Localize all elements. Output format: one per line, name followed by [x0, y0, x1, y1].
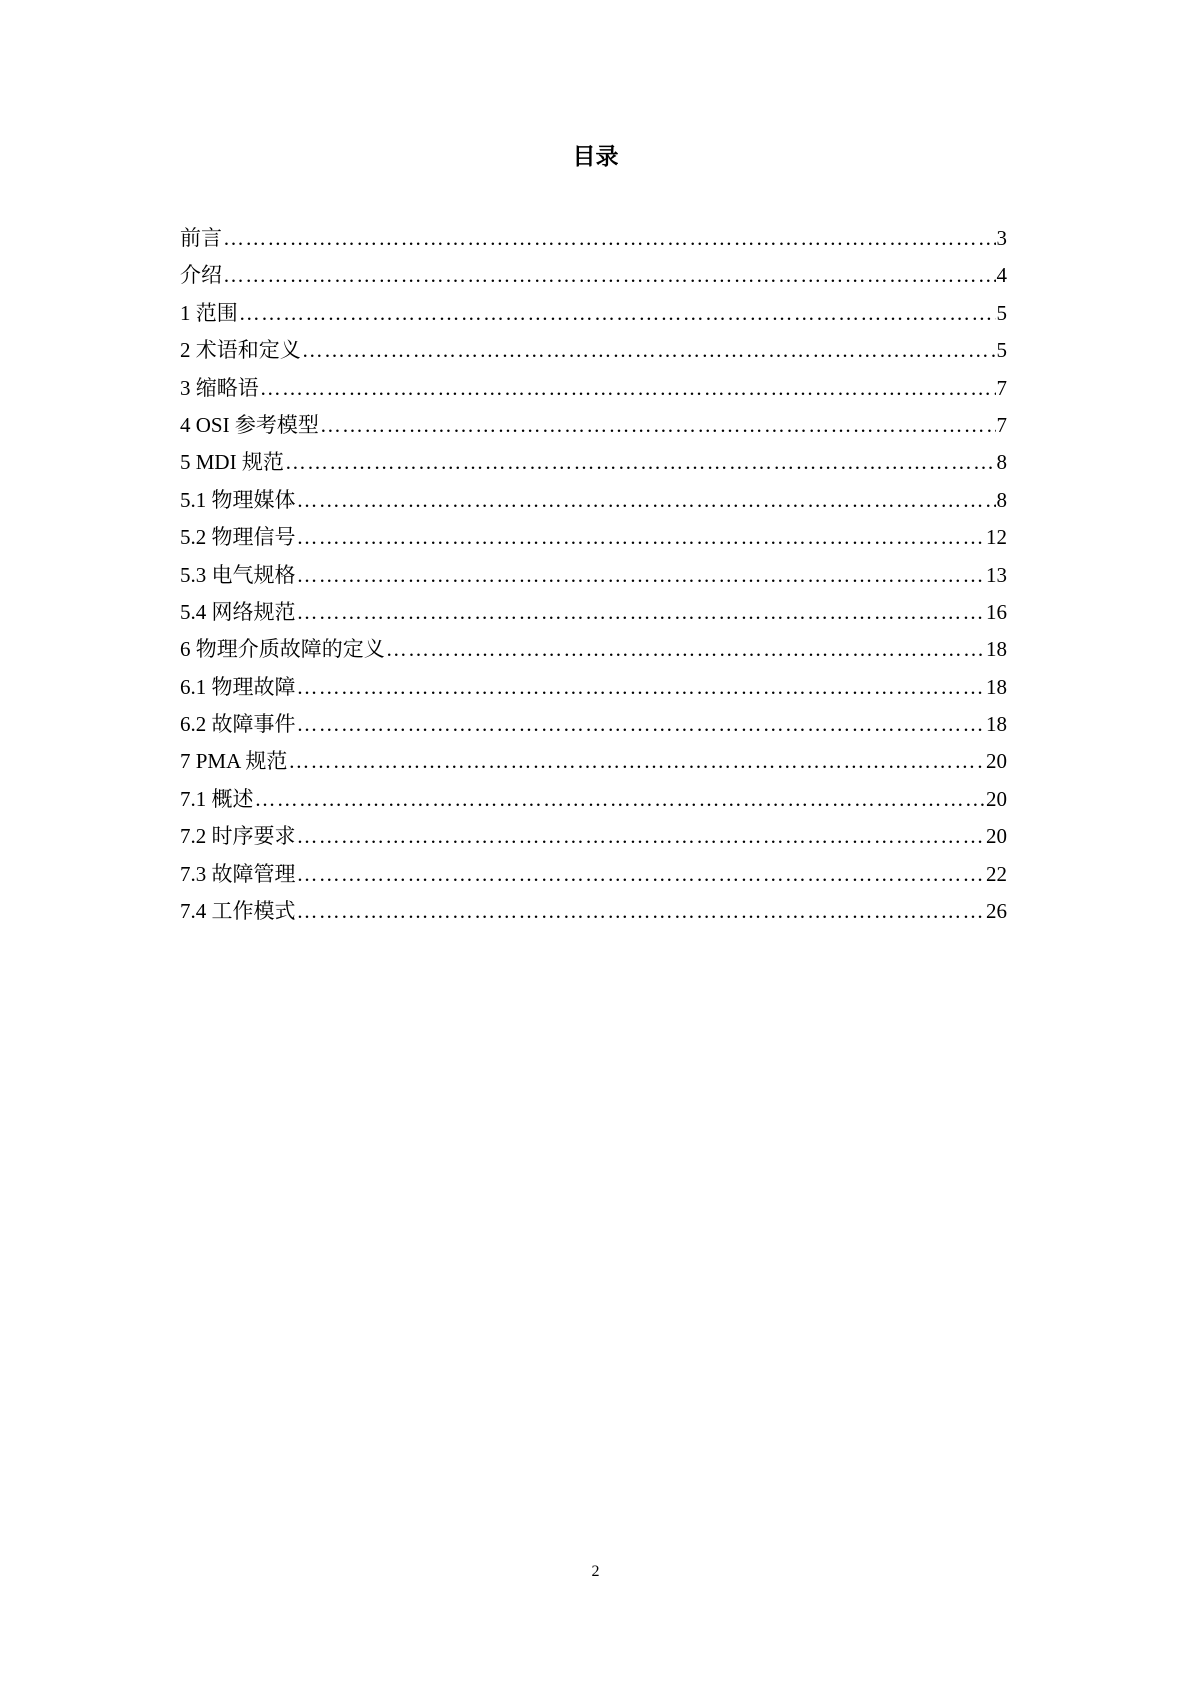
toc-entry-page: 18 — [986, 674, 1007, 699]
toc-entry[interactable] — [180, 856, 1007, 893]
toc-entry-label: 7.4 工作模式 — [180, 899, 296, 924]
toc-entry-page: 4 — [996, 263, 1007, 288]
toc-entry[interactable] — [180, 444, 1007, 481]
toc-entry-label: 7 PMA 规范 — [180, 749, 288, 774]
toc-leader-dots — [386, 631, 985, 668]
toc-leader-dots — [239, 295, 996, 332]
toc-entry[interactable] — [180, 519, 1007, 556]
toc-entry-label: 7.3 故障管理 — [180, 861, 296, 886]
toc-entry-label: 5 MDI 规范 — [180, 450, 284, 475]
toc-leader-dots — [223, 257, 996, 294]
toc-leader-dots — [297, 856, 986, 893]
toc-entry[interactable] — [180, 295, 1007, 332]
toc-entry-page: 7 — [996, 375, 1007, 400]
toc-leader-dots — [297, 482, 996, 519]
toc-leader-dots — [297, 519, 986, 556]
toc-entry-page: 22 — [986, 861, 1007, 886]
toc-entry-label: 5.2 物理信号 — [180, 525, 296, 550]
toc-entry-label: 6 物理介质故障的定义 — [180, 637, 385, 662]
toc-entry[interactable] — [180, 893, 1007, 930]
toc-list — [180, 220, 1007, 930]
toc-entry-label: 介绍 — [180, 263, 222, 288]
toc-entry[interactable] — [180, 332, 1007, 369]
toc-entry[interactable] — [180, 557, 1007, 594]
toc-leader-dots — [297, 893, 986, 930]
toc-entry-page: 12 — [986, 525, 1007, 550]
toc-leader-dots — [297, 818, 986, 855]
toc-entry-page: 5 — [996, 300, 1007, 325]
toc-entry-page: 20 — [986, 824, 1007, 849]
toc-entry[interactable] — [180, 818, 1007, 855]
toc-entry-label: 前言 — [180, 226, 222, 250]
toc-entry-label: 6.1 物理故障 — [180, 674, 296, 699]
toc-leader-dots — [297, 669, 986, 706]
toc-entry[interactable] — [180, 631, 1007, 668]
toc-entry-label: 5.4 网络规范 — [180, 599, 296, 624]
toc-entry-page: 18 — [986, 712, 1007, 737]
toc-entry-page: 3 — [996, 226, 1007, 250]
toc-entry-label: 6.2 故障事件 — [180, 712, 296, 737]
page-number: 2 — [591, 1563, 600, 1580]
toc-entry-page: 16 — [986, 599, 1007, 624]
toc-entry-page: 7 — [996, 412, 1007, 437]
toc-entry[interactable] — [180, 669, 1007, 706]
toc-entry-label: 5.3 电气规格 — [180, 562, 296, 587]
toc-leader-dots — [302, 332, 996, 369]
toc-entry-page: 18 — [986, 637, 1007, 662]
toc-entry[interactable] — [180, 706, 1007, 743]
toc-leader-dots — [320, 407, 996, 444]
toc-entry-page: 20 — [986, 786, 1007, 811]
toc-leader-dots — [255, 781, 986, 818]
toc-entry-label: 7.2 时序要求 — [180, 824, 296, 849]
toc-entry[interactable] — [180, 220, 1007, 257]
toc-entry-label: 4 OSI 参考模型 — [180, 412, 319, 437]
toc-leader-dots — [223, 220, 996, 257]
toc-entry-page: 20 — [986, 749, 1007, 774]
toc-entry[interactable] — [180, 781, 1007, 818]
toc-entry-page: 26 — [986, 899, 1007, 924]
toc-entry[interactable] — [180, 743, 1007, 780]
toc-entry-label: 3 缩略语 — [180, 375, 259, 400]
toc-entry[interactable] — [180, 407, 1007, 444]
toc-title: 目录 — [572, 144, 619, 169]
toc-entry-label: 5.1 物理媒体 — [180, 487, 296, 512]
toc-entry-label: 2 术语和定义 — [180, 338, 301, 363]
toc-entry-page: 8 — [996, 450, 1007, 475]
toc-entry-page: 5 — [996, 338, 1007, 363]
toc-entry[interactable] — [180, 482, 1007, 519]
toc-entry-label: 7.1 概述 — [180, 786, 254, 811]
toc-leader-dots — [297, 594, 986, 631]
toc-entry[interactable] — [180, 370, 1007, 407]
toc-leader-dots — [288, 743, 985, 780]
toc-entry-page: 8 — [996, 487, 1007, 512]
toc-leader-dots — [285, 444, 996, 481]
toc-entry-label: 1 范围 — [180, 300, 238, 325]
toc-entry[interactable] — [180, 257, 1007, 294]
toc-leader-dots — [260, 370, 996, 407]
toc-leader-dots — [297, 706, 986, 743]
toc-entry-page: 13 — [986, 562, 1007, 587]
toc-entry[interactable] — [180, 594, 1007, 631]
toc-leader-dots — [297, 557, 986, 594]
